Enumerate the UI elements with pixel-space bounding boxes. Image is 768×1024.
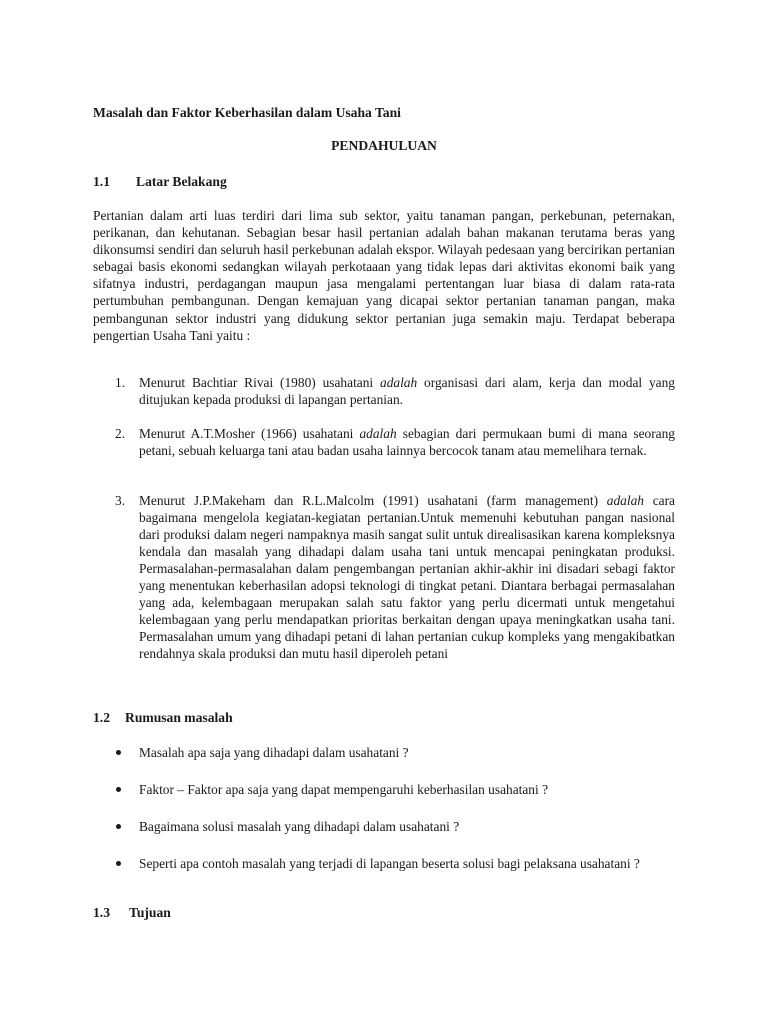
bullet-text: Masalah apa saja yang dihadapi dalam usahatani ? <box>139 745 409 760</box>
item-text-before: Menurut J.P.Makeham dan R.L.Malcolm (1991) usahatani (farm management) <box>139 493 607 508</box>
document-title: Masalah dan Faktor Keberhasilan dalam Usaha Tani <box>93 105 401 120</box>
section-number: 1.3 <box>93 905 110 920</box>
list-marker: 1. <box>115 375 126 390</box>
bullet-icon <box>116 750 121 755</box>
list-marker: 3. <box>115 493 126 508</box>
item-text-italic: adalah <box>380 375 418 390</box>
bullet-text: Seperti apa contoh masalah yang terjadi di lapangan beserta solusi bagi pelaksana usahatani ? <box>139 856 640 871</box>
item-text-after: organisasi dari alam, kerja dan modal yang ditujukan kepada produksi di lapangan pertanian. <box>139 375 675 407</box>
definition-list-item-2 <box>93 425 675 459</box>
definition-list-item-1 <box>93 374 675 408</box>
list-item <box>93 492 675 662</box>
section-heading-latar-belakang <box>93 174 227 190</box>
list-item <box>93 425 675 459</box>
section-title: Latar Belakang <box>136 174 227 189</box>
question-bullet-2 <box>93 781 675 798</box>
list-item <box>93 781 675 798</box>
bullet-icon <box>116 824 121 829</box>
list-item <box>93 818 675 835</box>
chapter-title: PENDAHULUAN <box>331 138 437 153</box>
section-number: 1.2 <box>93 710 110 725</box>
bullet-text: Faktor – Faktor apa saja yang dapat mempengaruhi keberhasilan usahatani ? <box>139 782 549 797</box>
question-bullet-3 <box>93 818 675 835</box>
section-heading-tujuan <box>93 905 171 921</box>
question-bullet-4 <box>93 855 675 872</box>
bullet-icon <box>116 861 121 866</box>
section-title: Rumusan masalah <box>125 710 233 725</box>
list-item <box>93 374 675 408</box>
item-text-before: Menurut Bachtiar Rivai (1980) usahatani <box>139 375 380 390</box>
item-text-after: sebagian dari permukaan bumi di mana seorang petani, sebuah keluarga tani atau badan usaha lainnya bercocok tanam atau memelihara ternak. <box>139 426 675 458</box>
bullet-text: Bagaimana solusi masalah yang dihadapi dalam usahatani ? <box>139 819 460 834</box>
item-text-after: cara bagaimana mengelola kegiatan-kegiatan pertanian.Untuk memenuhi kebutuhan pangan nasional dari produksi dalam negeri nampaknya masih sangat sulit untuk direalisasikan karena kompleksnya kendala dan masalah yang dihadapi dalam usaha tani untuk mencapai peningkatan produksi. Permasalahan-permasalahan dalam pengembangan pertanian akhir-akhir ini disadari sebagi faktor yang menentukan keberhasilan adopsi teknologi di tingkat petani. Diantara berbagai permasalahan yang ada, kelembagaan merupakan salah satu faktor yang perlu dicermati untuk mengetahui kelembagaan yang perlu mendapatkan prioritas berkaitan dengan upaya meningkatkan usaha tani. Permasalahan umum yang dihadapi petani di lahan pertanian cukup kompleks yang mengakibatkan rendahnya skala produksi dan mutu hasil diperoleh petani <box>139 493 675 661</box>
list-item <box>93 744 675 761</box>
list-item <box>93 855 675 872</box>
item-text-before: Menurut A.T.Mosher (1966) usahatani <box>139 426 360 441</box>
definition-list-item-3 <box>93 492 675 662</box>
section-number: 1.1 <box>93 174 110 189</box>
list-marker: 2. <box>115 426 126 441</box>
intro-paragraph: Pertanian dalam arti luas terdiri dari lima sub sektor, yaitu tanaman pangan, perkebunan, peternakan, perikanan, dan kehutanan. Sebagian besar hasil pertanian adalah bahan makanan terutama beras yang dikonsumsi sendiri dan seluruh hasil perkebunan adalah ekspor. Wilayah pedesaan yang bercirikan pertanian sebagai basis ekonomi sedangkan wilayah perkotaaan yang tidak lepas dari aktivitas ekonomi baik yang sifatnya industri, perdagangan maupun jasa mengalami pertentangan luar biasa di dalam rata-rata pertumbuhan pembangunan. Dengan kemajuan yang dicapai sektor pertanian tanaman pangan, maka pembangunan sektor industri yang didukung sektor pertanian juga semakin maju. Terdapat beberapa pengertian Usaha Tani yaitu : <box>93 208 675 343</box>
item-text-italic: adalah <box>359 426 397 441</box>
bullet-icon <box>116 787 121 792</box>
item-text-italic: adalah <box>606 493 644 508</box>
section-heading-rumusan-masalah <box>93 710 233 726</box>
question-bullet-1 <box>93 744 675 761</box>
section-title: Tujuan <box>129 905 171 920</box>
